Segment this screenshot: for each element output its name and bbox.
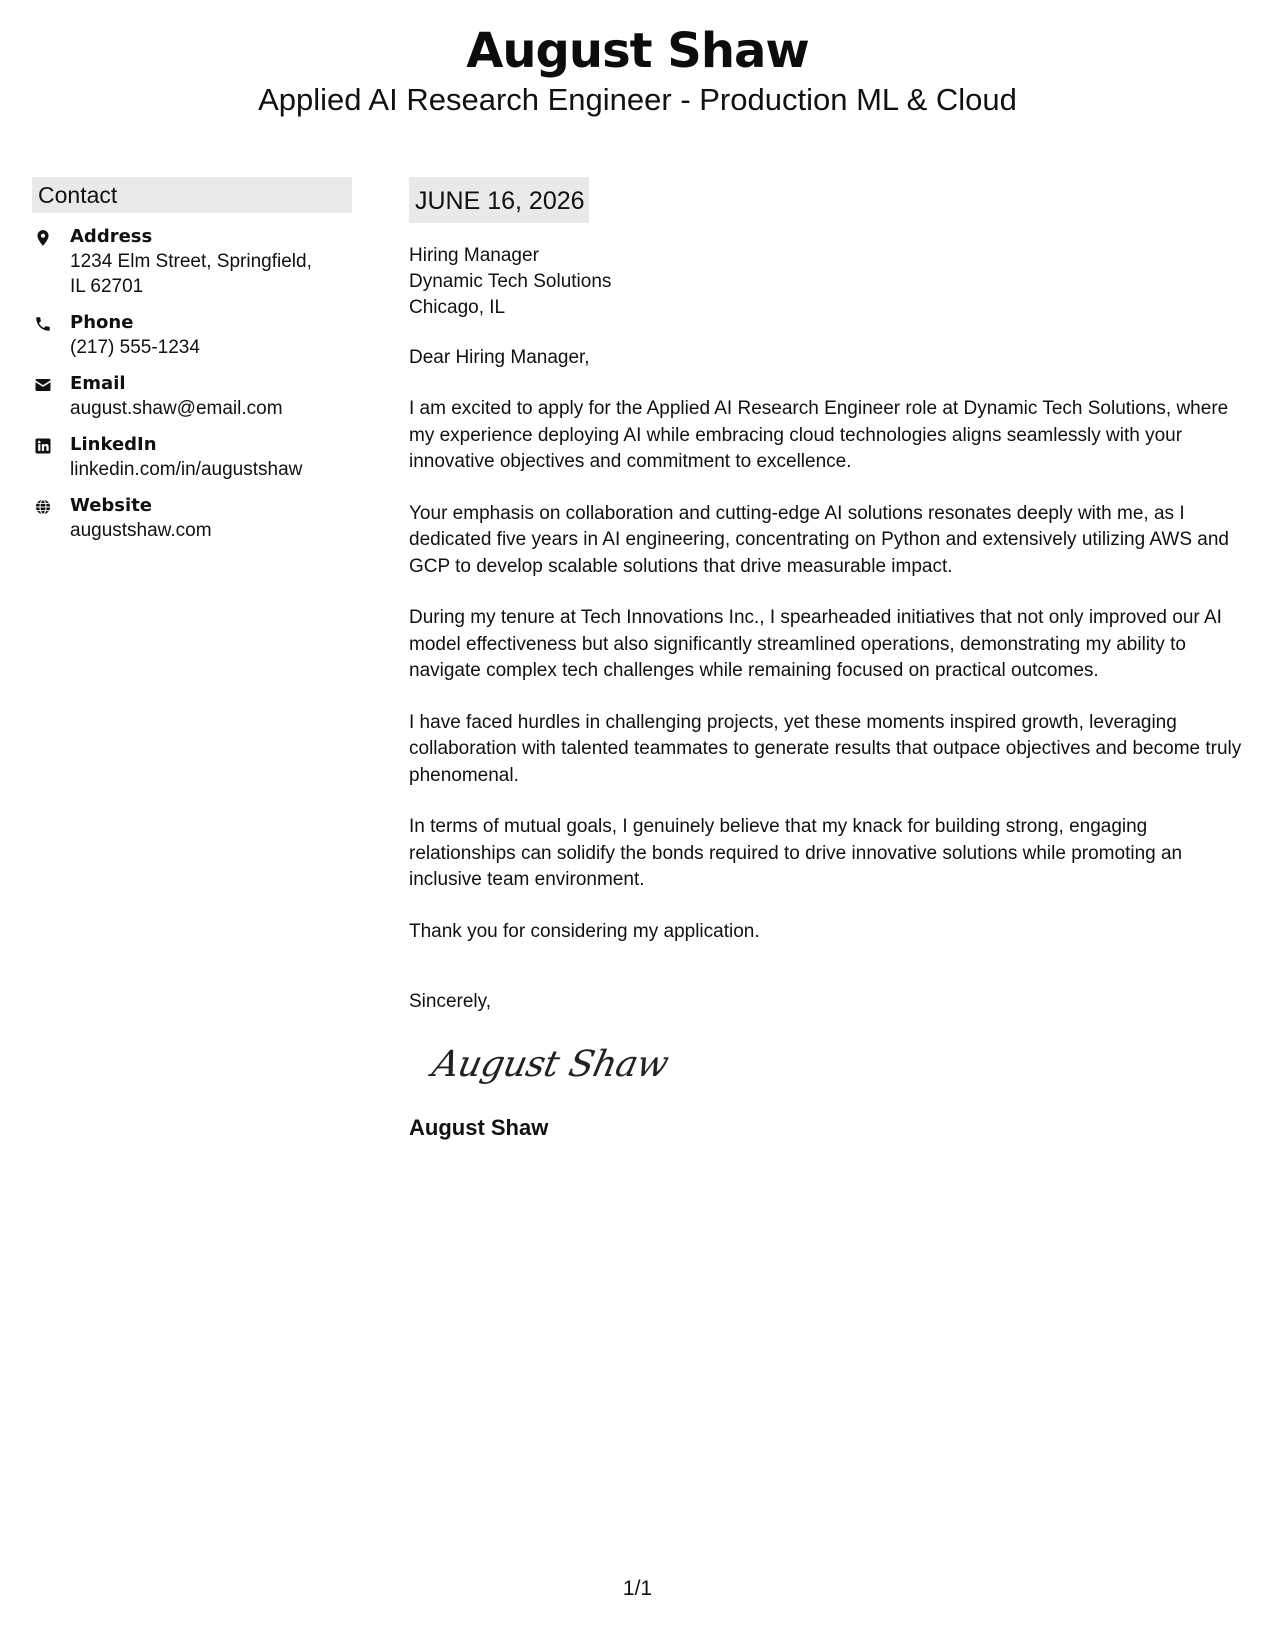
letter-date: JUNE 16, 2026 [409,177,589,223]
body-paragraph: I have faced hurdles in challenging projects, yet these moments inspired growth, leveraging collaboration with talented teammates to generate results that outpace objectives and become truly phenomenal. [409,711,1242,786]
recipient-company: Dynamic Tech Solutions [409,271,612,292]
contact-section-title: Contact [32,177,352,213]
address-label: Address [70,226,153,247]
document-header [0,22,1275,118]
phone-label: Phone [70,312,134,333]
phone-icon [34,315,52,333]
linkedin-value[interactable]: linkedin.com/in/augustshaw [70,459,303,480]
body-paragraph: During my tenure at Tech Innovations Inc., I spearheaded initiatives that not only improved our AI model effectiveness but also significantly streamlined operations, demonstrating my ability to navigate complex tech challenges while remaining focused on practical outcomes. [409,607,1222,681]
website-value[interactable]: augustshaw.com [70,520,212,541]
contact-email [32,372,352,421]
map-pin-icon [34,229,52,247]
contact-phone [32,311,352,360]
phone-value: (217) 555-1234 [70,337,200,358]
closing-line: Sincerely, [409,990,492,1012]
envelope-icon [34,376,52,394]
thank-you-line: Thank you for considering my application. [409,920,760,942]
linkedin-icon [34,437,52,455]
contact-address [32,225,352,299]
recipient-location: Chicago, IL [409,297,506,318]
email-value[interactable]: august.shaw@email.com [70,398,283,419]
contact-website [32,494,352,543]
address-value: 1234 Elm Street, Springfield, IL 62701 [70,251,312,297]
handwritten-signature: August Shaw [428,1043,672,1085]
job-title: Applied AI Research Engineer - Production ML & Cloud [258,82,1017,117]
body-paragraph: I am excited to apply for the Applied AI Research Engineer role at Dynamic Tech Solutions, where my experience deploying AI while embracing cloud technologies aligns seamlessly with your innovative objectives and commitment to excellence. [409,398,1229,472]
contact-linkedin [32,433,352,482]
globe-icon [34,498,52,516]
body-paragraph: In terms of mutual goals, I genuinely believe that my knack for building strong, engaging relationships can solidify the bonds required to drive innovative solutions while promoting an inclusive team environment. [409,816,1183,890]
signer-name: August Shaw [409,1114,549,1140]
website-label: Website [70,495,153,516]
email-label: Email [70,373,126,394]
applicant-name: August Shaw [466,23,809,79]
page-number: 1/1 [622,1577,653,1600]
recipient-title: Hiring Manager [409,245,539,266]
contact-sidebar [32,177,352,543]
salutation: Dear Hiring Manager, [409,347,590,368]
cover-letter-body [409,177,1249,1142]
linkedin-label: LinkedIn [70,434,157,455]
recipient-block [409,243,1249,321]
body-paragraph: Your emphasis on collaboration and cutting-edge AI solutions resonates deeply with me, as I dedicated five years in AI engineering, concentrating on Python and extensively utilizing AWS and GCP to develop scalable solutions that drive measurable impact. [409,502,1229,577]
